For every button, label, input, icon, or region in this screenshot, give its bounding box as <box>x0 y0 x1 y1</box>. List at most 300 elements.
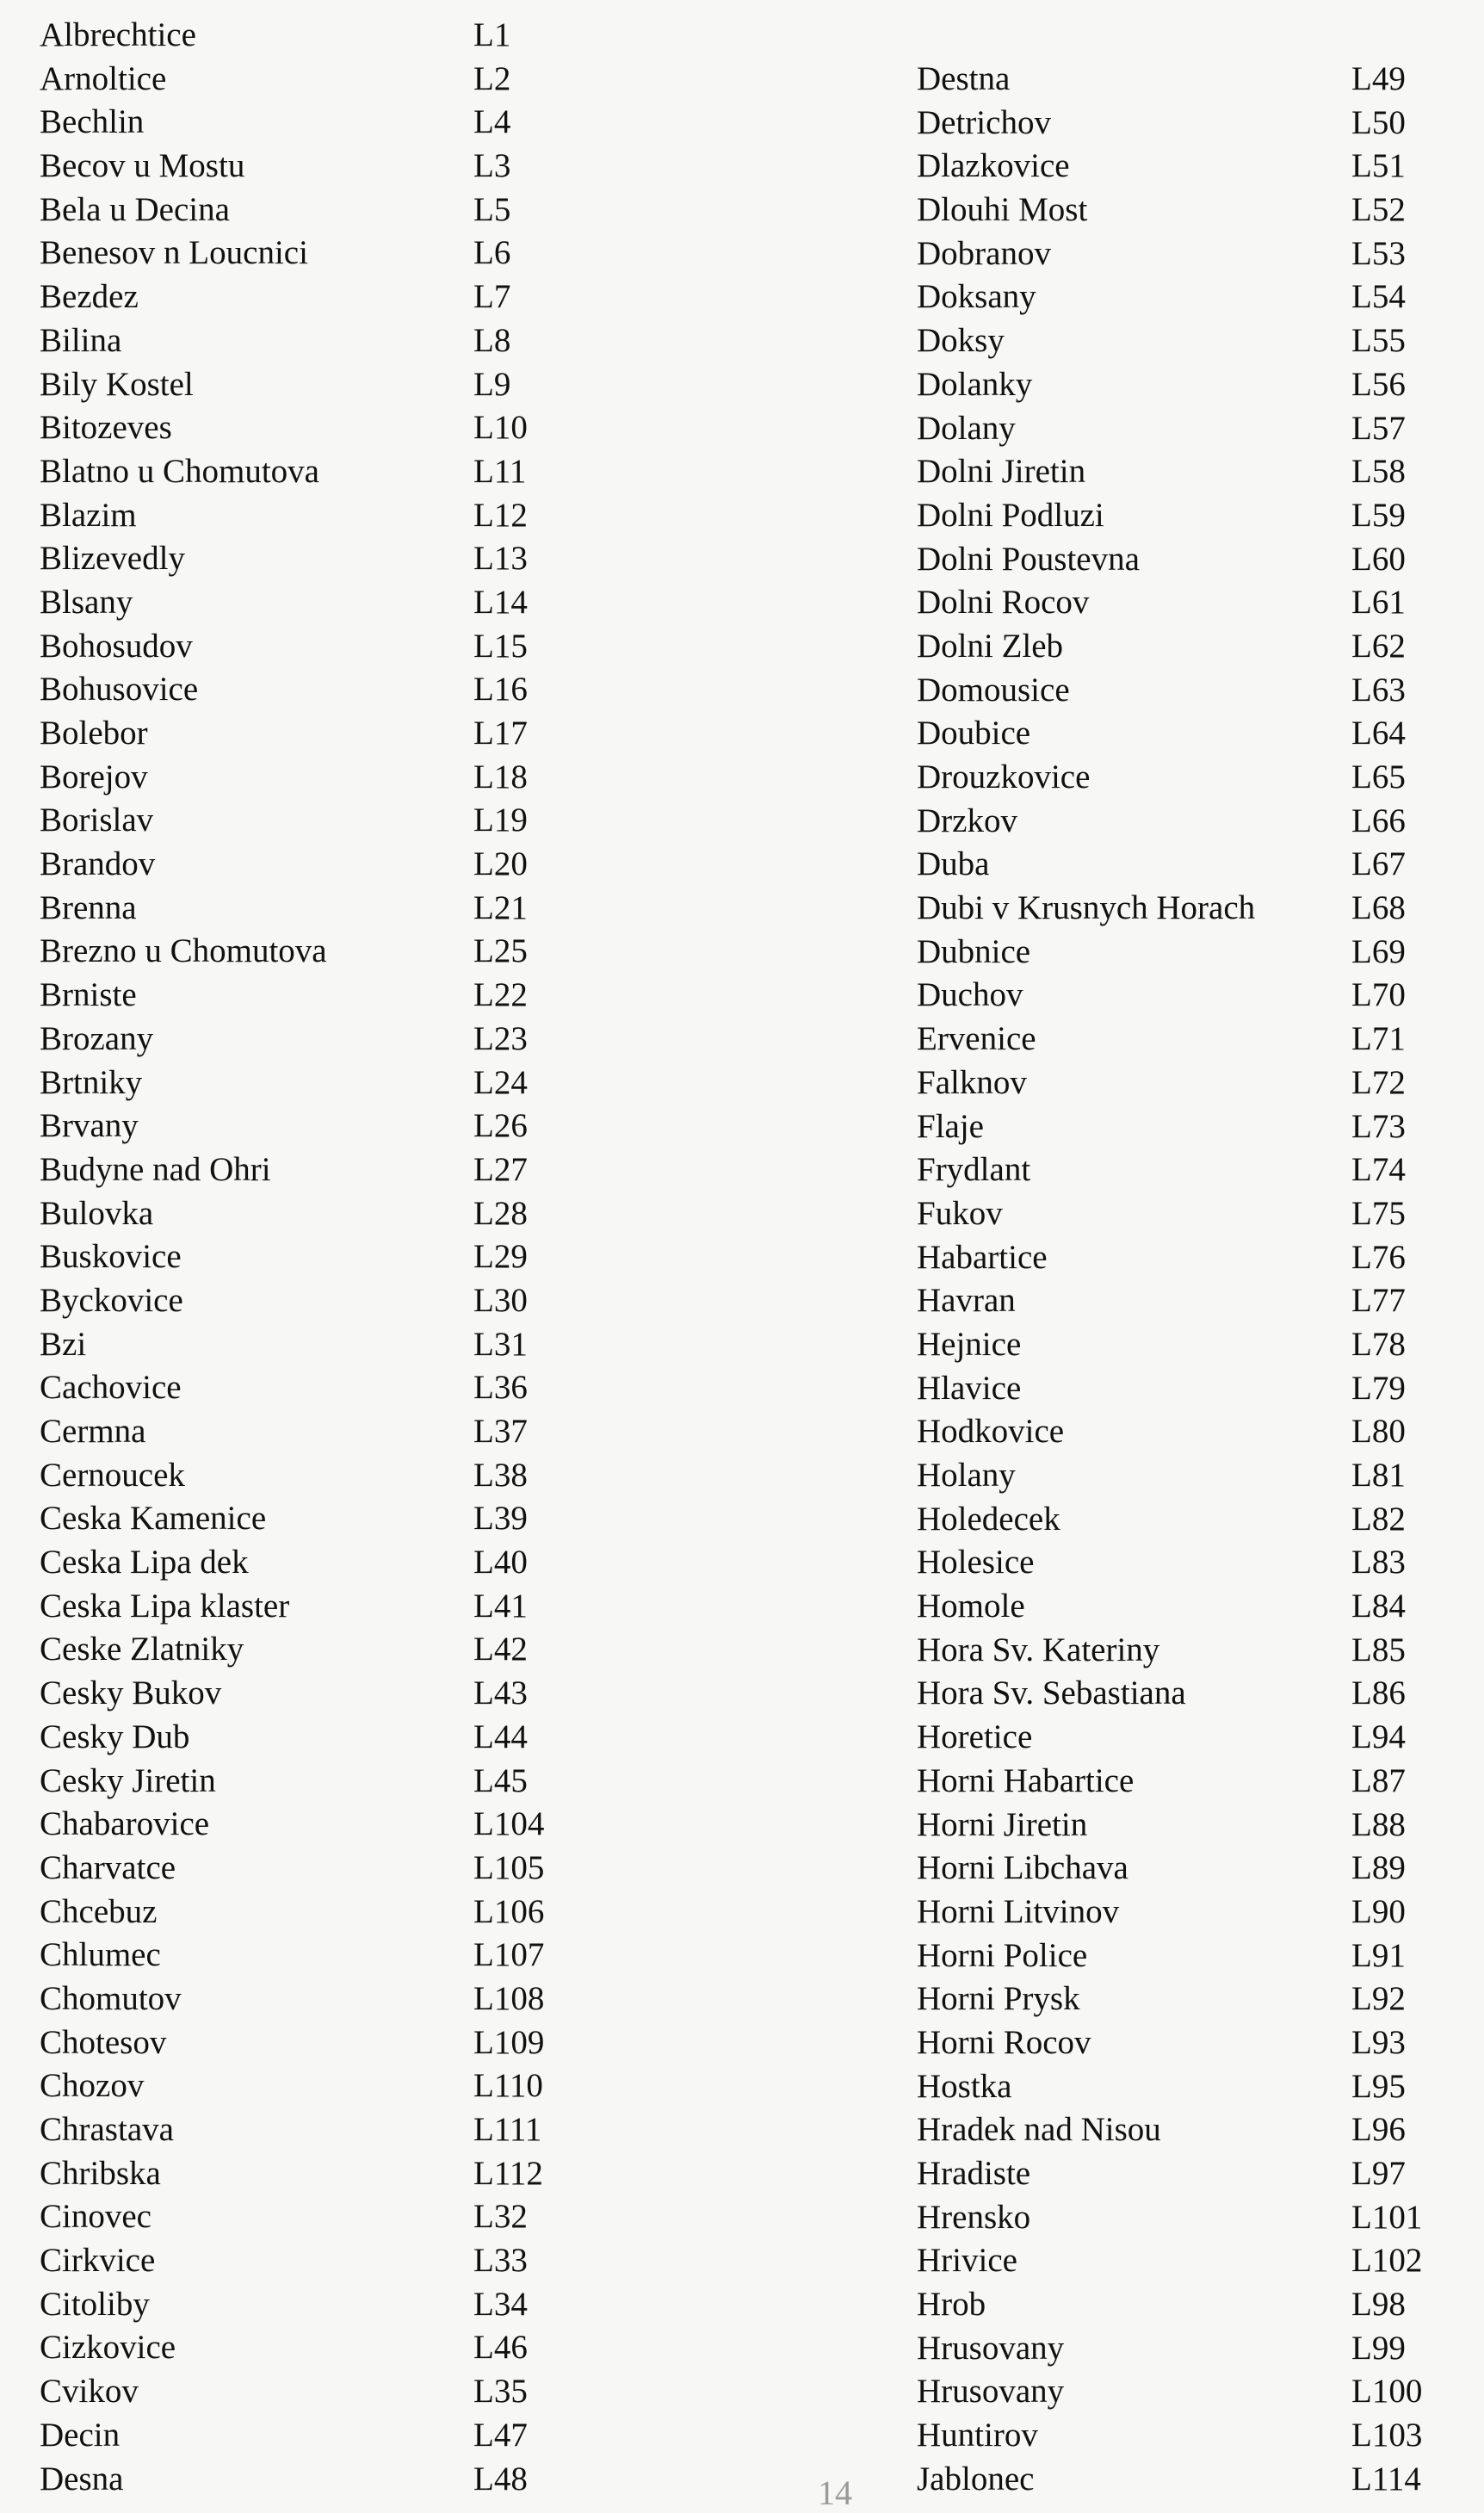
list-item <box>917 1891 1468 1934</box>
place-code: L24 <box>473 1063 528 1101</box>
place-name: Duchov <box>917 976 1023 1014</box>
place-code: L30 <box>473 1281 528 1319</box>
place-name: Albrechtice <box>40 16 196 53</box>
place-code: L78 <box>1351 1325 1406 1363</box>
list-item <box>40 537 814 581</box>
list-item <box>917 800 1468 844</box>
place-name: Drzkov <box>917 802 1017 839</box>
list-item <box>917 2152 1468 2196</box>
place-code: L101 <box>1351 2198 1423 2236</box>
place-code: L72 <box>1351 1063 1406 1101</box>
list-item <box>40 2283 814 2327</box>
place-name: Benesov n Loucnici <box>40 234 308 272</box>
list-item <box>917 1018 1468 1062</box>
list-item <box>917 887 1468 931</box>
list-item <box>917 2327 1468 2371</box>
place-code: L8 <box>473 321 511 359</box>
place-code: L73 <box>1351 1107 1406 1145</box>
place-name: Duba <box>917 845 990 883</box>
place-name: Hlavice <box>917 1369 1022 1407</box>
place-name: Dolni Podluzi <box>917 496 1104 534</box>
place-code: L89 <box>1351 1849 1406 1887</box>
list-item <box>917 1192 1468 1236</box>
place-name: Bela u Decina <box>40 190 230 228</box>
place-code: L97 <box>1351 2155 1406 2192</box>
place-name: Dolni Zleb <box>917 627 1064 665</box>
place-name: Hrusovany <box>917 2373 1065 2411</box>
list-item <box>40 2239 814 2283</box>
place-name: Bolebor <box>40 715 148 752</box>
place-name: Cirkvice <box>40 2242 156 2280</box>
list-item <box>917 1672 1468 1716</box>
place-name: Hrivice <box>917 2242 1017 2280</box>
list-item <box>917 843 1468 887</box>
list-item <box>40 1105 814 1148</box>
place-name: Bzi <box>40 1325 87 1363</box>
place-code: L37 <box>473 1413 528 1450</box>
place-name: Ceska Kamenice <box>40 1500 267 1538</box>
place-code: L36 <box>473 1369 528 1407</box>
place-name: Cermna <box>40 1413 146 1450</box>
place-name: Chribska <box>40 2154 161 2192</box>
place-name: Frydlant <box>917 1151 1031 1189</box>
list-item <box>40 319 814 363</box>
list-item <box>40 1410 814 1454</box>
list-item <box>917 756 1468 800</box>
place-code: L48 <box>473 2460 528 2498</box>
list-item <box>917 1716 1468 1760</box>
list-item <box>40 887 814 931</box>
list-item <box>40 1760 814 1804</box>
place-name: Horni Police <box>917 1936 1088 1974</box>
list-item <box>40 58 814 102</box>
place-name: Dolanky <box>917 365 1033 403</box>
place-name: Hrensko <box>917 2198 1031 2236</box>
place-name: Jablonec <box>917 2460 1035 2498</box>
place-name: Ceske Zlatniky <box>40 1631 244 1668</box>
place-code: L77 <box>1351 1282 1406 1320</box>
place-code: L61 <box>1351 584 1406 622</box>
place-name: Borislav <box>40 802 154 839</box>
place-code: L41 <box>473 1587 528 1625</box>
place-name: Bitozeves <box>40 409 172 447</box>
place-name: Holesice <box>917 1544 1035 1581</box>
place-name: Chomutov <box>40 1979 182 2017</box>
place-code: L17 <box>473 715 528 752</box>
place-code: L57 <box>1351 409 1406 447</box>
place-code: L66 <box>1351 802 1406 839</box>
list-item <box>40 2326 814 2370</box>
list-item <box>917 974 1468 1018</box>
place-code: L87 <box>1351 1761 1406 1799</box>
place-code: L100 <box>1351 2373 1423 2411</box>
place-code: L112 <box>473 2154 543 2192</box>
place-code: L83 <box>1351 1544 1406 1581</box>
place-name: Citoliby <box>40 2285 150 2323</box>
list-item <box>917 1978 1468 2021</box>
list-item <box>917 1279 1468 1323</box>
place-name: Dubi v Krusnych Horach <box>917 889 1256 927</box>
place-code: L104 <box>473 1805 545 1843</box>
place-code: L35 <box>473 2373 528 2411</box>
place-code: L28 <box>473 1194 528 1232</box>
list-item <box>917 1629 1468 1673</box>
place-code: L93 <box>1351 2023 1406 2061</box>
place-code: L55 <box>1351 322 1406 360</box>
place-name: Dubnice <box>917 932 1031 970</box>
place-code: L32 <box>473 2198 528 2236</box>
place-code: L6 <box>473 234 511 272</box>
list-item <box>917 669 1468 713</box>
list-item <box>40 406 814 450</box>
place-name: Budyne nad Ohri <box>40 1150 271 1188</box>
place-code: L50 <box>1351 103 1406 141</box>
list-item <box>40 1978 814 2021</box>
place-code: L33 <box>473 2242 528 2280</box>
place-code: L47 <box>473 2416 528 2454</box>
place-code: L111 <box>473 2111 542 2148</box>
list-item <box>917 2196 1468 2240</box>
place-code: L84 <box>1351 1588 1406 1625</box>
place-code: L49 <box>1351 60 1406 97</box>
list-item <box>917 2458 1468 2502</box>
place-name: Byckovice <box>40 1281 183 1319</box>
place-name: Cernoucek <box>40 1456 185 1494</box>
place-code: L91 <box>1351 1936 1406 1974</box>
place-code: L114 <box>1351 2460 1421 2498</box>
list-item <box>40 581 814 625</box>
list-item <box>917 1062 1468 1105</box>
place-code: L96 <box>1351 2111 1406 2149</box>
list-item <box>40 1628 814 1672</box>
place-code: L18 <box>473 758 528 795</box>
place-name: Blatno u Chomutova <box>40 452 319 490</box>
place-name: Hradiste <box>917 2155 1031 2192</box>
list-item <box>40 1454 814 1498</box>
list-item <box>917 1454 1468 1498</box>
place-code: L71 <box>1351 1020 1406 1058</box>
place-name: Habartice <box>917 1238 1048 1276</box>
place-code: L110 <box>473 2067 543 2105</box>
place-code: L40 <box>473 1544 528 1581</box>
list-item <box>40 712 814 756</box>
place-name: Chabarovice <box>40 1805 210 1843</box>
place-name: Cesky Dub <box>40 1718 190 1755</box>
list-item <box>917 931 1468 975</box>
place-name: Hora Sv. Kateriny <box>917 1631 1160 1668</box>
place-code: L94 <box>1351 1718 1406 1756</box>
place-name: Dlazkovice <box>917 147 1070 185</box>
list-item <box>917 232 1468 276</box>
place-name: Horni Habartice <box>917 1761 1135 1799</box>
list-item <box>40 1062 814 1105</box>
place-name: Holany <box>917 1457 1016 1494</box>
place-name: Horni Litvinov <box>917 1892 1120 1930</box>
list-item <box>917 1541 1468 1585</box>
place-name: Flaje <box>917 1107 984 1145</box>
list-item <box>40 450 814 494</box>
place-name: Borejov <box>40 758 148 795</box>
place-code: L54 <box>1351 278 1406 316</box>
place-name: Blazim <box>40 496 137 534</box>
place-code: L82 <box>1351 1500 1406 1538</box>
place-code: L107 <box>473 1936 545 1974</box>
place-name: Ceska Lipa klaster <box>40 1587 290 1625</box>
place-code: L99 <box>1351 2329 1406 2367</box>
place-name: Blizevedly <box>40 540 185 578</box>
list-item <box>40 145 814 189</box>
place-name: Becov u Mostu <box>40 147 245 185</box>
place-name: Brenna <box>40 888 137 926</box>
list-item <box>917 2108 1468 2152</box>
place-name: Blsany <box>40 583 133 621</box>
list-item <box>40 1323 814 1367</box>
place-name: Fukov <box>917 1194 1003 1232</box>
place-code: L85 <box>1351 1631 1406 1668</box>
list-item <box>917 102 1468 145</box>
place-name: Bohosudov <box>40 627 193 665</box>
place-name: Cachovice <box>40 1369 182 1407</box>
place-name: Dolni Poustevna <box>917 540 1140 578</box>
list-item <box>40 1148 814 1192</box>
place-code: L27 <box>473 1150 528 1188</box>
list-item <box>40 1803 814 1847</box>
list-item <box>917 2414 1468 2458</box>
place-name: Chotesov <box>40 2023 167 2061</box>
place-code: L74 <box>1351 1151 1406 1189</box>
list-item <box>40 1891 814 1934</box>
place-name: Homole <box>917 1588 1025 1625</box>
list-item <box>917 1498 1468 1542</box>
place-name: Bezdez <box>40 278 139 316</box>
list-item <box>917 712 1468 756</box>
place-name: Buskovice <box>40 1238 182 1276</box>
list-item <box>917 58 1468 102</box>
page-number: 14 <box>818 2473 852 2512</box>
place-code: L53 <box>1351 234 1406 272</box>
place-name: Cesky Bukov <box>40 1674 222 1712</box>
list-item <box>40 363 814 407</box>
list-item <box>917 1367 1468 1411</box>
place-name: Horni Libchava <box>917 1849 1128 1887</box>
place-code: L2 <box>473 59 511 97</box>
place-code: L70 <box>1351 976 1406 1014</box>
place-code: L68 <box>1351 889 1406 927</box>
place-name: Havran <box>917 1282 1016 1320</box>
place-code: L98 <box>1351 2286 1406 2324</box>
list-item <box>40 1018 814 1062</box>
place-code: L39 <box>473 1500 528 1538</box>
place-name: Dolni Rocov <box>917 584 1090 622</box>
list-item <box>40 974 814 1018</box>
list-item <box>40 799 814 843</box>
place-name: Falknov <box>917 1063 1027 1101</box>
list-item <box>917 145 1468 189</box>
place-name: Huntirov <box>917 2417 1038 2454</box>
list-item <box>917 625 1468 669</box>
place-code: L38 <box>473 1456 528 1494</box>
place-code: L20 <box>473 845 528 883</box>
list-item <box>917 1105 1468 1149</box>
place-name: Drouzkovice <box>917 758 1091 795</box>
place-code: L108 <box>473 1979 545 2017</box>
place-code: L80 <box>1351 1413 1406 1451</box>
list-item <box>40 494 814 538</box>
place-code: L52 <box>1351 191 1406 229</box>
list-item <box>917 2021 1468 2065</box>
list-item <box>40 1192 814 1236</box>
place-code: L69 <box>1351 932 1406 970</box>
place-name: Doksy <box>917 322 1005 360</box>
place-code: L44 <box>473 1718 528 1755</box>
place-name: Doubice <box>917 715 1031 752</box>
list-item <box>40 2195 814 2239</box>
place-code: L102 <box>1351 2242 1423 2280</box>
list-item <box>40 1497 814 1541</box>
place-code: L5 <box>473 190 511 228</box>
list-item <box>917 189 1468 232</box>
place-code: L86 <box>1351 1674 1406 1712</box>
place-name: Brvany <box>40 1107 139 1145</box>
place-code: L63 <box>1351 671 1406 709</box>
place-name: Hradek nad Nisou <box>917 2111 1161 2149</box>
list-item <box>917 1804 1468 1848</box>
list-item <box>917 363 1468 407</box>
list-item <box>40 2414 814 2458</box>
list-item <box>917 2065 1468 2109</box>
place-name: Chlumec <box>40 1936 161 1974</box>
place-name: Bohusovice <box>40 671 199 709</box>
place-code: L88 <box>1351 1805 1406 1843</box>
place-code: L43 <box>473 1674 528 1712</box>
place-code: L92 <box>1351 1980 1406 2018</box>
list-item <box>917 1934 1468 1978</box>
place-code: L103 <box>1351 2417 1423 2454</box>
place-code: L75 <box>1351 1194 1406 1232</box>
place-name: Charvatce <box>40 1848 176 1886</box>
list-item <box>917 1148 1468 1192</box>
list-item <box>40 275 814 319</box>
place-code: L26 <box>473 1107 528 1145</box>
place-name: Hejnice <box>917 1325 1022 1363</box>
place-code: L46 <box>473 2329 528 2367</box>
place-code: L7 <box>473 278 511 316</box>
place-name: Brezno u Chomutova <box>40 932 327 970</box>
place-code: L81 <box>1351 1457 1406 1494</box>
place-code: L65 <box>1351 758 1406 795</box>
list-item <box>40 668 814 712</box>
place-code: L56 <box>1351 365 1406 403</box>
place-name: Hostka <box>917 2067 1012 2105</box>
place-code: L19 <box>473 802 528 839</box>
place-name: Hodkovice <box>917 1413 1065 1451</box>
place-name: Ervenice <box>917 1020 1036 1058</box>
place-code: L105 <box>473 1848 545 1886</box>
place-code: L106 <box>473 1892 545 1930</box>
place-name: Bilina <box>40 321 122 359</box>
place-name: Brtniky <box>40 1063 143 1101</box>
place-code: L22 <box>473 976 528 1014</box>
place-name: Domousice <box>917 671 1070 709</box>
place-code: L21 <box>473 888 528 926</box>
list-item <box>40 843 814 887</box>
place-name: Holedecek <box>917 1500 1060 1538</box>
right-column-list <box>917 58 1468 2502</box>
place-name: Brniste <box>40 976 137 1014</box>
place-name: Destna <box>917 60 1011 97</box>
list-item <box>40 2152 814 2196</box>
list-item <box>40 1541 814 1585</box>
list-item <box>40 930 814 974</box>
place-code: L16 <box>473 671 528 709</box>
place-code: L29 <box>473 1238 528 1276</box>
place-code: L25 <box>473 932 528 970</box>
place-code: L67 <box>1351 845 1406 883</box>
place-name: Cvikov <box>40 2373 139 2411</box>
list-item <box>40 1934 814 1978</box>
list-item <box>917 275 1468 319</box>
place-name: Bulovka <box>40 1194 154 1232</box>
list-item <box>40 2021 814 2065</box>
place-name: Desna <box>40 2460 124 2498</box>
place-code: L11 <box>473 452 527 490</box>
place-code: L31 <box>473 1325 528 1363</box>
place-code: L79 <box>1351 1369 1406 1407</box>
place-name: Horni Rocov <box>917 2023 1091 2061</box>
list-item <box>917 538 1468 582</box>
place-name: Horni Jiretin <box>917 1805 1088 1843</box>
place-name: Decin <box>40 2416 121 2454</box>
place-code: L64 <box>1351 715 1406 752</box>
place-name: Dlouhi Most <box>917 191 1088 229</box>
place-code: L51 <box>1351 147 1406 185</box>
list-item <box>917 2239 1468 2283</box>
list-item <box>40 1585 814 1629</box>
place-name: Dobranov <box>917 234 1051 272</box>
place-name: Chrastava <box>40 2111 174 2148</box>
list-item <box>40 2370 814 2414</box>
place-name: Hrusovany <box>917 2329 1065 2367</box>
place-name: Dolany <box>917 409 1016 447</box>
place-name: Arnoltice <box>40 59 167 97</box>
list-item <box>40 101 814 145</box>
place-code: L45 <box>473 1761 528 1799</box>
place-code: L95 <box>1351 2067 1406 2105</box>
list-item <box>40 1279 814 1323</box>
list-item <box>917 581 1468 625</box>
place-code: L4 <box>473 103 511 141</box>
place-name: Chcebuz <box>40 1892 158 1930</box>
place-name: Doksany <box>917 278 1036 316</box>
place-code: L14 <box>473 583 528 621</box>
list-item <box>917 407 1468 451</box>
place-name: Bechlin <box>40 103 145 141</box>
place-code: L76 <box>1351 1238 1406 1276</box>
place-name: Cizkovice <box>40 2329 176 2367</box>
place-name: Brozany <box>40 1019 154 1057</box>
place-code: L12 <box>473 496 528 534</box>
place-code: L90 <box>1351 1892 1406 1930</box>
place-code: L59 <box>1351 496 1406 534</box>
list-item <box>917 450 1468 494</box>
place-name: Hrob <box>917 2286 986 2324</box>
list-item <box>40 1366 814 1410</box>
list-item <box>40 232 814 275</box>
list-item <box>40 1847 814 1891</box>
place-name: Horetice <box>917 1718 1033 1756</box>
place-code: L62 <box>1351 627 1406 665</box>
place-name: Detrichov <box>917 103 1051 141</box>
